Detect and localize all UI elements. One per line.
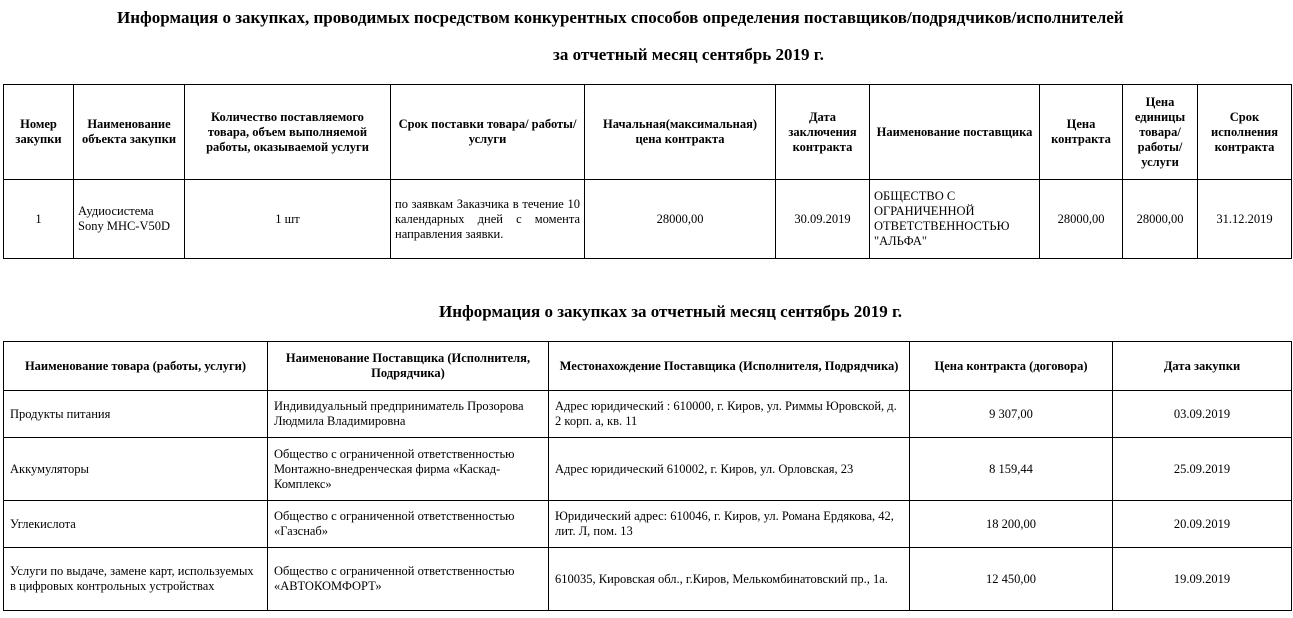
column-header: Срок исполнения контракта [1198, 85, 1292, 180]
price-cell: 9 307,00 [910, 391, 1113, 438]
location-cell: 610035, Кировская обл., г.Киров, Мелькомбинатовский пр., 1а. [549, 548, 910, 611]
column-header: Номер закупки [4, 85, 74, 180]
date-cell: 03.09.2019 [1113, 391, 1292, 438]
monthly-procurement-table [3, 341, 1292, 611]
page-title: Информация о закупках, проводимых посредством конкурентных способов определения поставщиков/подрядчиков/исполнителей [117, 8, 1124, 27]
quantity-cell: 1 шт [185, 180, 391, 259]
contract-date-cell: 30.09.2019 [776, 180, 870, 259]
supplier-cell: Общество с ограниченной ответственностью «Газснаб» [268, 501, 549, 548]
delivery-term-cell: по заявкам Заказчика в течение 10 календарных дней с момента направления заявки. [391, 180, 585, 259]
column-header: Дата заключения контракта [776, 85, 870, 180]
report-period-title: за отчетный месяц сентябрь 2019 г. [553, 45, 824, 64]
price-cell: 8 159,44 [910, 438, 1113, 501]
date-cell: 25.09.2019 [1113, 438, 1292, 501]
location-cell: Адрес юридический 610002, г. Киров, ул. Орловская, 23 [549, 438, 910, 501]
column-header: Срок поставки товара/ работы/услуги [391, 85, 585, 180]
column-header: Дата закупки [1113, 342, 1292, 391]
competitive-procurement-table [3, 84, 1292, 259]
column-header: Наименование поставщика [870, 85, 1040, 180]
product-cell: Углекислота [4, 501, 268, 548]
table-row [4, 548, 1292, 611]
price-cell: 18 200,00 [910, 501, 1113, 548]
unit-price-cell: 28000,00 [1123, 180, 1198, 259]
supplier-cell: Общество с ограниченной ответственностью «АВТОКОМФОРТ» [268, 548, 549, 611]
column-header: Наименование Поставщика (Исполнителя, Подрядчика) [268, 342, 549, 391]
price-cell: 12 450,00 [910, 548, 1113, 611]
supplier-name-cell: ОБЩЕСТВО С ОГРАНИЧЕННОЙ ОТВЕТСТВЕННОСТЬЮ "АЛЬФА" [870, 180, 1040, 259]
product-cell: Услуги по выдаче, замене карт, используемых в цифровых контрольных устройствах [4, 548, 268, 611]
location-cell: Адрес юридический : 610000, г. Киров, ул. Риммы Юровской, д. 2 корп. а, кв. 11 [549, 391, 910, 438]
table-header-row [4, 85, 1292, 180]
column-header: Цена контракта [1040, 85, 1123, 180]
table-row [4, 180, 1292, 259]
location-cell: Юридический адрес: 610046, г. Киров, ул. Романа Ердякова, 42, лит. Л, пом. 13 [549, 501, 910, 548]
product-cell: Продукты питания [4, 391, 268, 438]
table-row [4, 391, 1292, 438]
table-row [4, 501, 1292, 548]
initial-price-cell: 28000,00 [585, 180, 776, 259]
column-header: Местонахождение Поставщика (Исполнителя, Подрядчика) [549, 342, 910, 391]
contract-price-cell: 28000,00 [1040, 180, 1123, 259]
supplier-cell: Общество с ограниченной ответственностью Монтажно-внедренческая фирма «Каскад-Комплекс» [268, 438, 549, 501]
column-header: Цена контракта (договора) [910, 342, 1113, 391]
column-header: Наименование товара (работы, услуги) [4, 342, 268, 391]
table-row [4, 438, 1292, 501]
column-header: Количество поставляемого товара, объем выполняемой работы, оказываемой услуги [185, 85, 391, 180]
column-header: Цена единицы товара/ работы/ услуги [1123, 85, 1198, 180]
supplier-cell: Индивидуальный предприниматель Прозорова Людмила Владимировна [268, 391, 549, 438]
purchase-number-cell: 1 [4, 180, 74, 259]
execution-term-cell: 31.12.2019 [1198, 180, 1292, 259]
purchase-object-cell: Аудиосистема Sony MHC-V50D [74, 180, 185, 259]
column-header: Наименование объекта закупки [74, 85, 185, 180]
date-cell: 20.09.2019 [1113, 501, 1292, 548]
date-cell: 19.09.2019 [1113, 548, 1292, 611]
section-title: Информация о закупках за отчетный месяц сентябрь 2019 г. [439, 302, 903, 321]
column-header: Начальная(максимальная) цена контракта [585, 85, 776, 180]
product-cell: Аккумуляторы [4, 438, 268, 501]
table-header-row [4, 342, 1292, 391]
